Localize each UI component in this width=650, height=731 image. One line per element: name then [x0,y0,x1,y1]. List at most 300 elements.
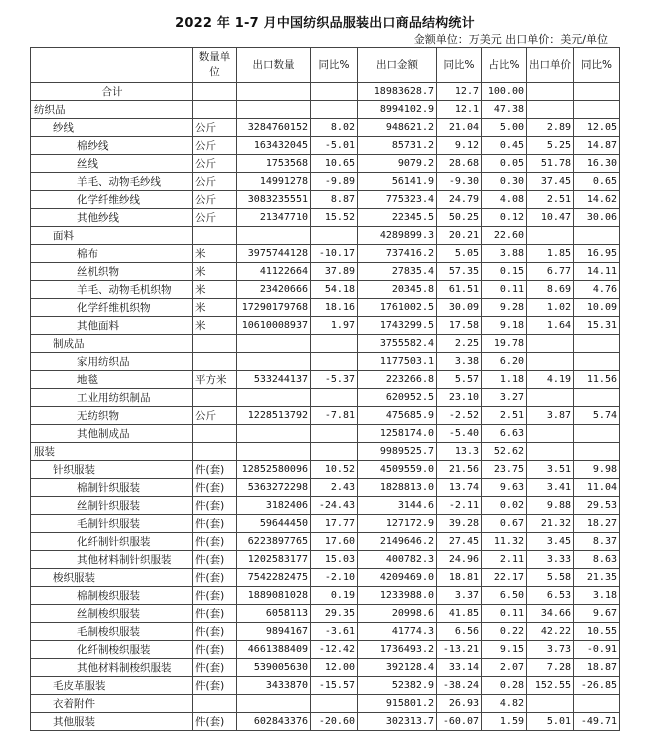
export-quantity-cell: 9894167 [237,623,311,641]
price-yoy-cell: 0.65 [574,173,620,191]
item-name-cell: 制成品 [31,335,193,353]
unit-price-cell [527,83,574,101]
amount-yoy-cell: 27.45 [437,533,482,551]
quantity-yoy-cell: 10.52 [311,461,358,479]
table-row [31,209,620,227]
export-amount-cell: 948621.2 [358,119,437,137]
unit-cell: 件(套) [193,641,237,659]
quantity-yoy-cell: 15.03 [311,551,358,569]
price-yoy-cell: 12.05 [574,119,620,137]
item-name-cell: 丝制针织服装 [31,497,193,515]
share-cell: 0.11 [482,605,527,623]
unit-cell: 公斤 [193,155,237,173]
unit-price-cell: 1.85 [527,245,574,263]
unit-price-cell [527,425,574,443]
unit-price-cell: 3.41 [527,479,574,497]
table-row [31,569,620,587]
price-yoy-cell [574,443,620,461]
export-amount-cell: 1258174.0 [358,425,437,443]
amount-yoy-cell: 41.85 [437,605,482,623]
quantity-yoy-cell: -20.60 [311,713,358,731]
unit-cell: 件(套) [193,533,237,551]
table-row [31,119,620,137]
amount-yoy-cell: 12.7 [437,83,482,101]
export-quantity-cell [237,425,311,443]
share-cell: 2.07 [482,659,527,677]
export-amount-cell: 3144.6 [358,497,437,515]
unit-price-cell: 5.01 [527,713,574,731]
quantity-yoy-cell: -12.42 [311,641,358,659]
quantity-yoy-cell: 10.65 [311,155,358,173]
item-name-cell: 无纺织物 [31,407,193,425]
export-amount-cell: 22345.5 [358,209,437,227]
unit-cell: 件(套) [193,605,237,623]
export-amount-cell: 18983628.7 [358,83,437,101]
export-amount-cell: 4209469.0 [358,569,437,587]
table-row [31,371,620,389]
amount-yoy-cell: 3.37 [437,587,482,605]
amount-yoy-cell: 23.10 [437,389,482,407]
export-quantity-cell: 59644450 [237,515,311,533]
unit-price-cell: 5.58 [527,569,574,587]
export-quantity-cell: 12852580096 [237,461,311,479]
table-row [31,713,620,731]
unit-note: 金额单位：万美元 出口单价：美元/单位 [413,33,608,46]
amount-yoy-cell: -60.07 [437,713,482,731]
export-amount-cell: 1177503.1 [358,353,437,371]
share-cell: 11.32 [482,533,527,551]
unit-cell [193,227,237,245]
item-name-cell: 其他纱线 [31,209,193,227]
quantity-yoy-cell: 37.89 [311,263,358,281]
price-yoy-cell [574,695,620,713]
quantity-yoy-cell [311,353,358,371]
unit-cell: 公斤 [193,173,237,191]
table-row [31,479,620,497]
quantity-yoy-cell: 8.87 [311,191,358,209]
share-cell: 9.15 [482,641,527,659]
share-cell: 6.50 [482,587,527,605]
quantity-yoy-cell: -5.37 [311,371,358,389]
export-amount-cell: 52382.9 [358,677,437,695]
quantity-yoy-cell: 18.16 [311,299,358,317]
unit-price-cell: 1.64 [527,317,574,335]
export-amount-cell: 4289899.3 [358,227,437,245]
quantity-yoy-cell [311,83,358,101]
export-quantity-cell [237,227,311,245]
unit-price-cell: 6.53 [527,587,574,605]
export-amount-cell: 9079.2 [358,155,437,173]
table-row [31,263,620,281]
export-quantity-cell [237,353,311,371]
table-row [31,407,620,425]
quantity-yoy-cell: 29.35 [311,605,358,623]
unit-cell [193,695,237,713]
unit-price-cell: 9.88 [527,497,574,515]
export-quantity-cell: 3975744128 [237,245,311,263]
export-quantity-cell [237,83,311,101]
quantity-yoy-cell: 1.97 [311,317,358,335]
price-yoy-cell: 8.63 [574,551,620,569]
unit-cell: 米 [193,263,237,281]
share-cell: 0.67 [482,515,527,533]
unit-price-cell [527,695,574,713]
price-yoy-cell [574,83,620,101]
unit-price-cell: 3.73 [527,641,574,659]
export-quantity-cell: 6058113 [237,605,311,623]
share-cell: 22.17 [482,569,527,587]
export-amount-cell: 223266.8 [358,371,437,389]
item-name-cell: 其他面料 [31,317,193,335]
share-cell: 0.22 [482,623,527,641]
export-quantity-cell: 3182406 [237,497,311,515]
price-yoy-cell: 5.74 [574,407,620,425]
amount-yoy-cell: -2.52 [437,407,482,425]
unit-cell: 件(套) [193,497,237,515]
quantity-yoy-cell [311,335,358,353]
export-quantity-cell: 10610008937 [237,317,311,335]
amount-yoy-cell: 30.09 [437,299,482,317]
table-row [31,335,620,353]
quantity-yoy-cell [311,443,358,461]
share-cell: 4.82 [482,695,527,713]
price-yoy-cell: 14.62 [574,191,620,209]
share-cell: 6.63 [482,425,527,443]
unit-price-cell [527,227,574,245]
amount-yoy-cell: 26.93 [437,695,482,713]
unit-price-cell: 37.45 [527,173,574,191]
amount-yoy-cell: 6.56 [437,623,482,641]
table-body [31,83,620,731]
export-amount-cell: 2149646.2 [358,533,437,551]
header-unit-price: 出口单价 [527,48,574,83]
price-yoy-cell [574,353,620,371]
amount-yoy-cell: 39.28 [437,515,482,533]
amount-yoy-cell: 33.14 [437,659,482,677]
amount-yoy-cell: 13.74 [437,479,482,497]
quantity-yoy-cell: -10.17 [311,245,358,263]
unit-cell: 公斤 [193,209,237,227]
share-cell: 0.45 [482,137,527,155]
item-name-cell: 化学纤维纱线 [31,191,193,209]
table-header-row [31,48,620,83]
price-yoy-cell: 11.04 [574,479,620,497]
quantity-yoy-cell [311,389,358,407]
export-quantity-cell: 5363272298 [237,479,311,497]
share-cell: 6.20 [482,353,527,371]
item-name-cell: 其他材料制针织服装 [31,551,193,569]
table-row [31,353,620,371]
unit-cell: 件(套) [193,515,237,533]
quantity-yoy-cell: 12.00 [311,659,358,677]
unit-cell [193,101,237,119]
export-quantity-cell: 14991278 [237,173,311,191]
quantity-yoy-cell: 8.02 [311,119,358,137]
table-row [31,587,620,605]
header-share: 占比% [482,48,527,83]
price-yoy-cell: 11.56 [574,371,620,389]
item-name-cell: 梭织服装 [31,569,193,587]
quantity-yoy-cell: -2.10 [311,569,358,587]
export-amount-cell: 20345.8 [358,281,437,299]
unit-price-cell: 3.33 [527,551,574,569]
unit-price-cell [527,389,574,407]
unit-cell: 件(套) [193,713,237,731]
share-cell: 1.59 [482,713,527,731]
table-row [31,245,620,263]
item-name-cell: 家用纺织品 [31,353,193,371]
header-price-yoy: 同比% [574,48,620,83]
price-yoy-cell: 14.11 [574,263,620,281]
export-amount-cell: 1761002.5 [358,299,437,317]
export-amount-cell: 8994102.9 [358,101,437,119]
item-name-cell: 面料 [31,227,193,245]
quantity-yoy-cell: 2.43 [311,479,358,497]
unit-price-cell: 8.69 [527,281,574,299]
price-yoy-cell: 8.37 [574,533,620,551]
share-cell: 5.00 [482,119,527,137]
unit-price-cell [527,101,574,119]
unit-cell: 件(套) [193,677,237,695]
amount-yoy-cell: 12.1 [437,101,482,119]
export-quantity-cell [237,695,311,713]
share-cell: 52.62 [482,443,527,461]
table-row [31,155,620,173]
table-row [31,389,620,407]
export-amount-cell: 127172.9 [358,515,437,533]
table-row [31,191,620,209]
table-row [31,425,620,443]
share-cell: 0.11 [482,281,527,299]
quantity-yoy-cell: -24.43 [311,497,358,515]
share-cell: 4.08 [482,191,527,209]
item-name-cell: 地毯 [31,371,193,389]
export-quantity-cell: 1889081028 [237,587,311,605]
price-yoy-cell: 16.95 [574,245,620,263]
item-name-cell: 化学纤维机织物 [31,299,193,317]
item-name-cell: 纱线 [31,119,193,137]
share-cell: 3.88 [482,245,527,263]
table-row [31,101,620,119]
export-amount-cell: 56141.9 [358,173,437,191]
price-yoy-cell: 21.35 [574,569,620,587]
unit-price-cell [527,335,574,353]
unit-cell: 件(套) [193,587,237,605]
amount-yoy-cell: 61.51 [437,281,482,299]
unit-cell [193,353,237,371]
item-name-cell: 丝制梭织服装 [31,605,193,623]
quantity-yoy-cell [311,227,358,245]
table-row [31,695,620,713]
unit-price-cell: 2.51 [527,191,574,209]
export-amount-cell: 302313.7 [358,713,437,731]
unit-cell: 件(套) [193,659,237,677]
export-quantity-cell: 6223897765 [237,533,311,551]
export-quantity-cell: 1202583177 [237,551,311,569]
amount-yoy-cell: -2.11 [437,497,482,515]
amount-yoy-cell: 50.25 [437,209,482,227]
share-cell: 0.05 [482,155,527,173]
item-name-cell: 毛皮革服装 [31,677,193,695]
quantity-yoy-cell: 17.77 [311,515,358,533]
document-title: 2022 年 1-7 月中国纺织品服装出口商品结构统计 [175,16,475,31]
unit-price-cell: 42.22 [527,623,574,641]
item-name-cell: 棉纱线 [31,137,193,155]
export-quantity-cell: 533244137 [237,371,311,389]
export-quantity-cell: 1228513792 [237,407,311,425]
unit-cell: 件(套) [193,569,237,587]
amount-yoy-cell: 9.12 [437,137,482,155]
table-row [31,281,620,299]
unit-price-cell: 6.77 [527,263,574,281]
share-cell: 2.11 [482,551,527,569]
amount-yoy-cell: 17.58 [437,317,482,335]
export-amount-cell: 41774.3 [358,623,437,641]
quantity-yoy-cell: -5.01 [311,137,358,155]
share-cell: 19.78 [482,335,527,353]
export-quantity-cell: 163432045 [237,137,311,155]
amount-yoy-cell: 3.38 [437,353,482,371]
item-name-cell: 羊毛、动物毛机织物 [31,281,193,299]
export-amount-cell: 775323.4 [358,191,437,209]
table-row [31,533,620,551]
share-cell: 0.28 [482,677,527,695]
item-name-cell: 针织服装 [31,461,193,479]
amount-yoy-cell: 24.79 [437,191,482,209]
price-yoy-cell: 4.76 [574,281,620,299]
unit-price-cell: 1.02 [527,299,574,317]
price-yoy-cell: 15.31 [574,317,620,335]
export-amount-cell: 9989525.7 [358,443,437,461]
table-row [31,137,620,155]
table-row [31,173,620,191]
price-yoy-cell: 9.98 [574,461,620,479]
header-item [31,48,193,83]
export-quantity-cell: 4661388409 [237,641,311,659]
item-name-cell: 丝线 [31,155,193,173]
unit-price-cell: 5.25 [527,137,574,155]
quantity-yoy-cell: -7.81 [311,407,358,425]
unit-price-cell: 152.55 [527,677,574,695]
price-yoy-cell: 10.09 [574,299,620,317]
export-amount-cell: 1233988.0 [358,587,437,605]
item-name-cell: 棉制针织服装 [31,479,193,497]
unit-price-cell [527,353,574,371]
table-row [31,227,620,245]
price-yoy-cell: 16.30 [574,155,620,173]
header-quantity-yoy: 同比% [311,48,358,83]
export-amount-cell: 27835.4 [358,263,437,281]
table-row [31,641,620,659]
export-quantity-cell: 7542282475 [237,569,311,587]
amount-yoy-cell: 2.25 [437,335,482,353]
unit-price-cell: 3.87 [527,407,574,425]
export-quantity-cell: 23420666 [237,281,311,299]
quantity-yoy-cell: -15.57 [311,677,358,695]
export-amount-cell: 1743299.5 [358,317,437,335]
table-row [31,317,620,335]
item-name-cell: 毛制梭织服装 [31,623,193,641]
quantity-yoy-cell [311,695,358,713]
price-yoy-cell: -49.71 [574,713,620,731]
amount-yoy-cell: 21.04 [437,119,482,137]
table-row [31,515,620,533]
price-yoy-cell: 10.55 [574,623,620,641]
unit-cell: 公斤 [193,119,237,137]
unit-price-cell: 21.32 [527,515,574,533]
table-row [31,461,620,479]
export-quantity-cell: 539005630 [237,659,311,677]
quantity-yoy-cell: 15.52 [311,209,358,227]
unit-cell: 公斤 [193,407,237,425]
export-amount-cell: 3755582.4 [358,335,437,353]
unit-cell: 件(套) [193,551,237,569]
item-name-cell: 合计 [31,83,193,101]
price-yoy-cell [574,389,620,407]
export-quantity-cell: 1753568 [237,155,311,173]
amount-yoy-cell: 24.96 [437,551,482,569]
price-yoy-cell: 9.67 [574,605,620,623]
share-cell: 0.12 [482,209,527,227]
export-quantity-cell [237,443,311,461]
export-quantity-cell: 17290179768 [237,299,311,317]
price-yoy-cell: 18.87 [574,659,620,677]
export-quantity-cell [237,335,311,353]
export-quantity-cell [237,101,311,119]
unit-price-cell: 51.78 [527,155,574,173]
quantity-yoy-cell: -3.61 [311,623,358,641]
table-row [31,623,620,641]
unit-cell: 米 [193,281,237,299]
unit-cell [193,425,237,443]
unit-price-cell: 4.19 [527,371,574,389]
quantity-yoy-cell: 54.18 [311,281,358,299]
export-amount-cell: 620952.5 [358,389,437,407]
header-amount-yoy: 同比% [437,48,482,83]
export-quantity-cell: 21347710 [237,209,311,227]
export-quantity-cell: 602843376 [237,713,311,731]
price-yoy-cell: 29.53 [574,497,620,515]
unit-price-cell: 34.66 [527,605,574,623]
amount-yoy-cell: -13.21 [437,641,482,659]
amount-yoy-cell: 5.57 [437,371,482,389]
item-name-cell: 纺织品 [31,101,193,119]
amount-yoy-cell: 13.3 [437,443,482,461]
amount-yoy-cell: 21.56 [437,461,482,479]
unit-price-cell: 7.28 [527,659,574,677]
unit-cell: 件(套) [193,623,237,641]
export-quantity-cell: 41122664 [237,263,311,281]
item-name-cell: 其他制成品 [31,425,193,443]
share-cell: 1.18 [482,371,527,389]
share-cell: 100.00 [482,83,527,101]
item-name-cell: 棉制梭织服装 [31,587,193,605]
export-amount-cell: 4509559.0 [358,461,437,479]
price-yoy-cell: 14.87 [574,137,620,155]
quantity-yoy-cell [311,425,358,443]
table-row [31,659,620,677]
amount-yoy-cell: 5.05 [437,245,482,263]
export-amount-cell: 1736493.2 [358,641,437,659]
price-yoy-cell [574,425,620,443]
share-cell: 9.63 [482,479,527,497]
item-name-cell: 羊毛、动物毛纱线 [31,173,193,191]
item-name-cell: 棉布 [31,245,193,263]
amount-yoy-cell: -9.30 [437,173,482,191]
table-row [31,497,620,515]
unit-price-cell: 3.45 [527,533,574,551]
export-amount-cell: 915801.2 [358,695,437,713]
